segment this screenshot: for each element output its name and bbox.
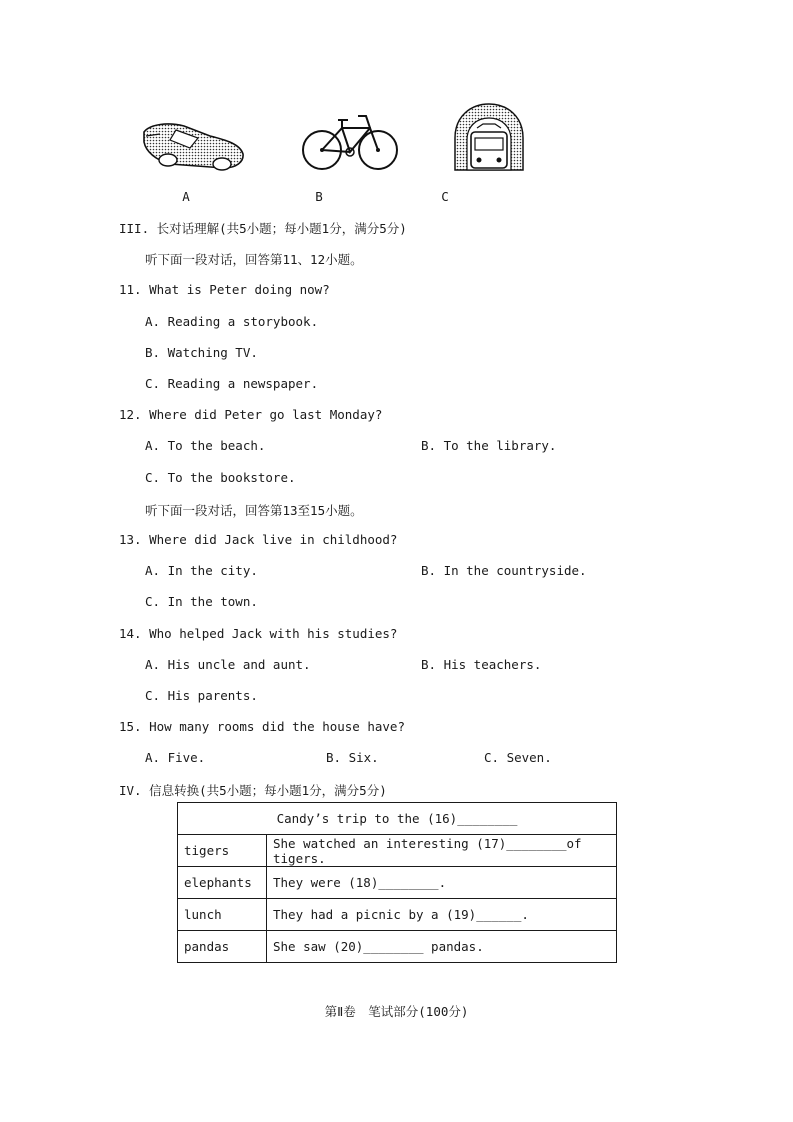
question-15: 15. How many rooms did the house have? (119, 719, 405, 734)
bicycle-icon (300, 110, 400, 174)
row-value: She watched an interesting (17)________of tigers. (267, 835, 617, 867)
question-14: 14. Who helped Jack with his studies? (119, 626, 398, 641)
subway-train-tunnel-icon (453, 102, 525, 174)
q11-option-a: A. Reading a storybook. (145, 314, 319, 329)
row-value: They had a picnic by a (19)______. (267, 899, 617, 931)
q12-option-c: C. To the bookstore. (145, 470, 296, 485)
q12-option-b: B. To the library. (421, 438, 557, 453)
dialog2-intro: 听下面一段对话，回答第13至15小题。 (145, 503, 363, 518)
row-value: She saw (20)________ pandas. (267, 931, 617, 963)
row-key: lunch (178, 899, 267, 931)
q15-option-a: A. Five. (145, 750, 206, 765)
row-key: tigers (178, 835, 267, 867)
table-row (178, 835, 617, 867)
section3-heading: III. 长对话理解(共5小题；每小题1分，满分5分) (119, 221, 407, 236)
q11-option-b: B. Watching TV. (145, 345, 258, 360)
row-key: elephants (178, 867, 267, 899)
table-row (178, 899, 617, 931)
picture-label-b: B (315, 189, 323, 204)
q15-option-c: C. Seven. (484, 750, 552, 765)
q13-option-b: B. In the countryside. (421, 563, 587, 578)
q15-option-b: B. Six. (326, 750, 379, 765)
q14-option-c: C. His parents. (145, 688, 258, 703)
table-row (178, 931, 617, 963)
row-key: pandas (178, 931, 267, 963)
question-11: 11. What is Peter doing now? (119, 282, 330, 297)
dialog1-intro: 听下面一段对话，回答第11、12小题。 (145, 252, 363, 267)
table-row (178, 867, 617, 899)
info-transfer-table (177, 802, 617, 963)
question-13: 13. Where did Jack live in childhood? (119, 532, 398, 547)
q12-option-a: A. To the beach. (145, 438, 266, 453)
q13-option-a: A. In the city. (145, 563, 258, 578)
section4-heading: IV. 信息转换(共5小题；每小题1分，满分5分) (119, 783, 387, 798)
table-title: Candy’s trip to the (16)________ (178, 803, 617, 835)
q14-option-a: A. His uncle and aunt. (145, 657, 311, 672)
row-value: They were (18)________. (267, 867, 617, 899)
q13-option-c: C. In the town. (145, 594, 258, 609)
question-12: 12. Where did Peter go last Monday? (119, 407, 383, 422)
table-header-row (178, 803, 617, 835)
part2-footer-heading: 第Ⅱ卷 笔试部分(100分) (324, 1004, 469, 1019)
picture-label-a: A (182, 189, 190, 204)
picture-label-c: C (441, 189, 449, 204)
q11-option-c: C. Reading a newspaper. (145, 376, 319, 391)
q14-option-b: B. His teachers. (421, 657, 542, 672)
car-icon (140, 118, 246, 174)
